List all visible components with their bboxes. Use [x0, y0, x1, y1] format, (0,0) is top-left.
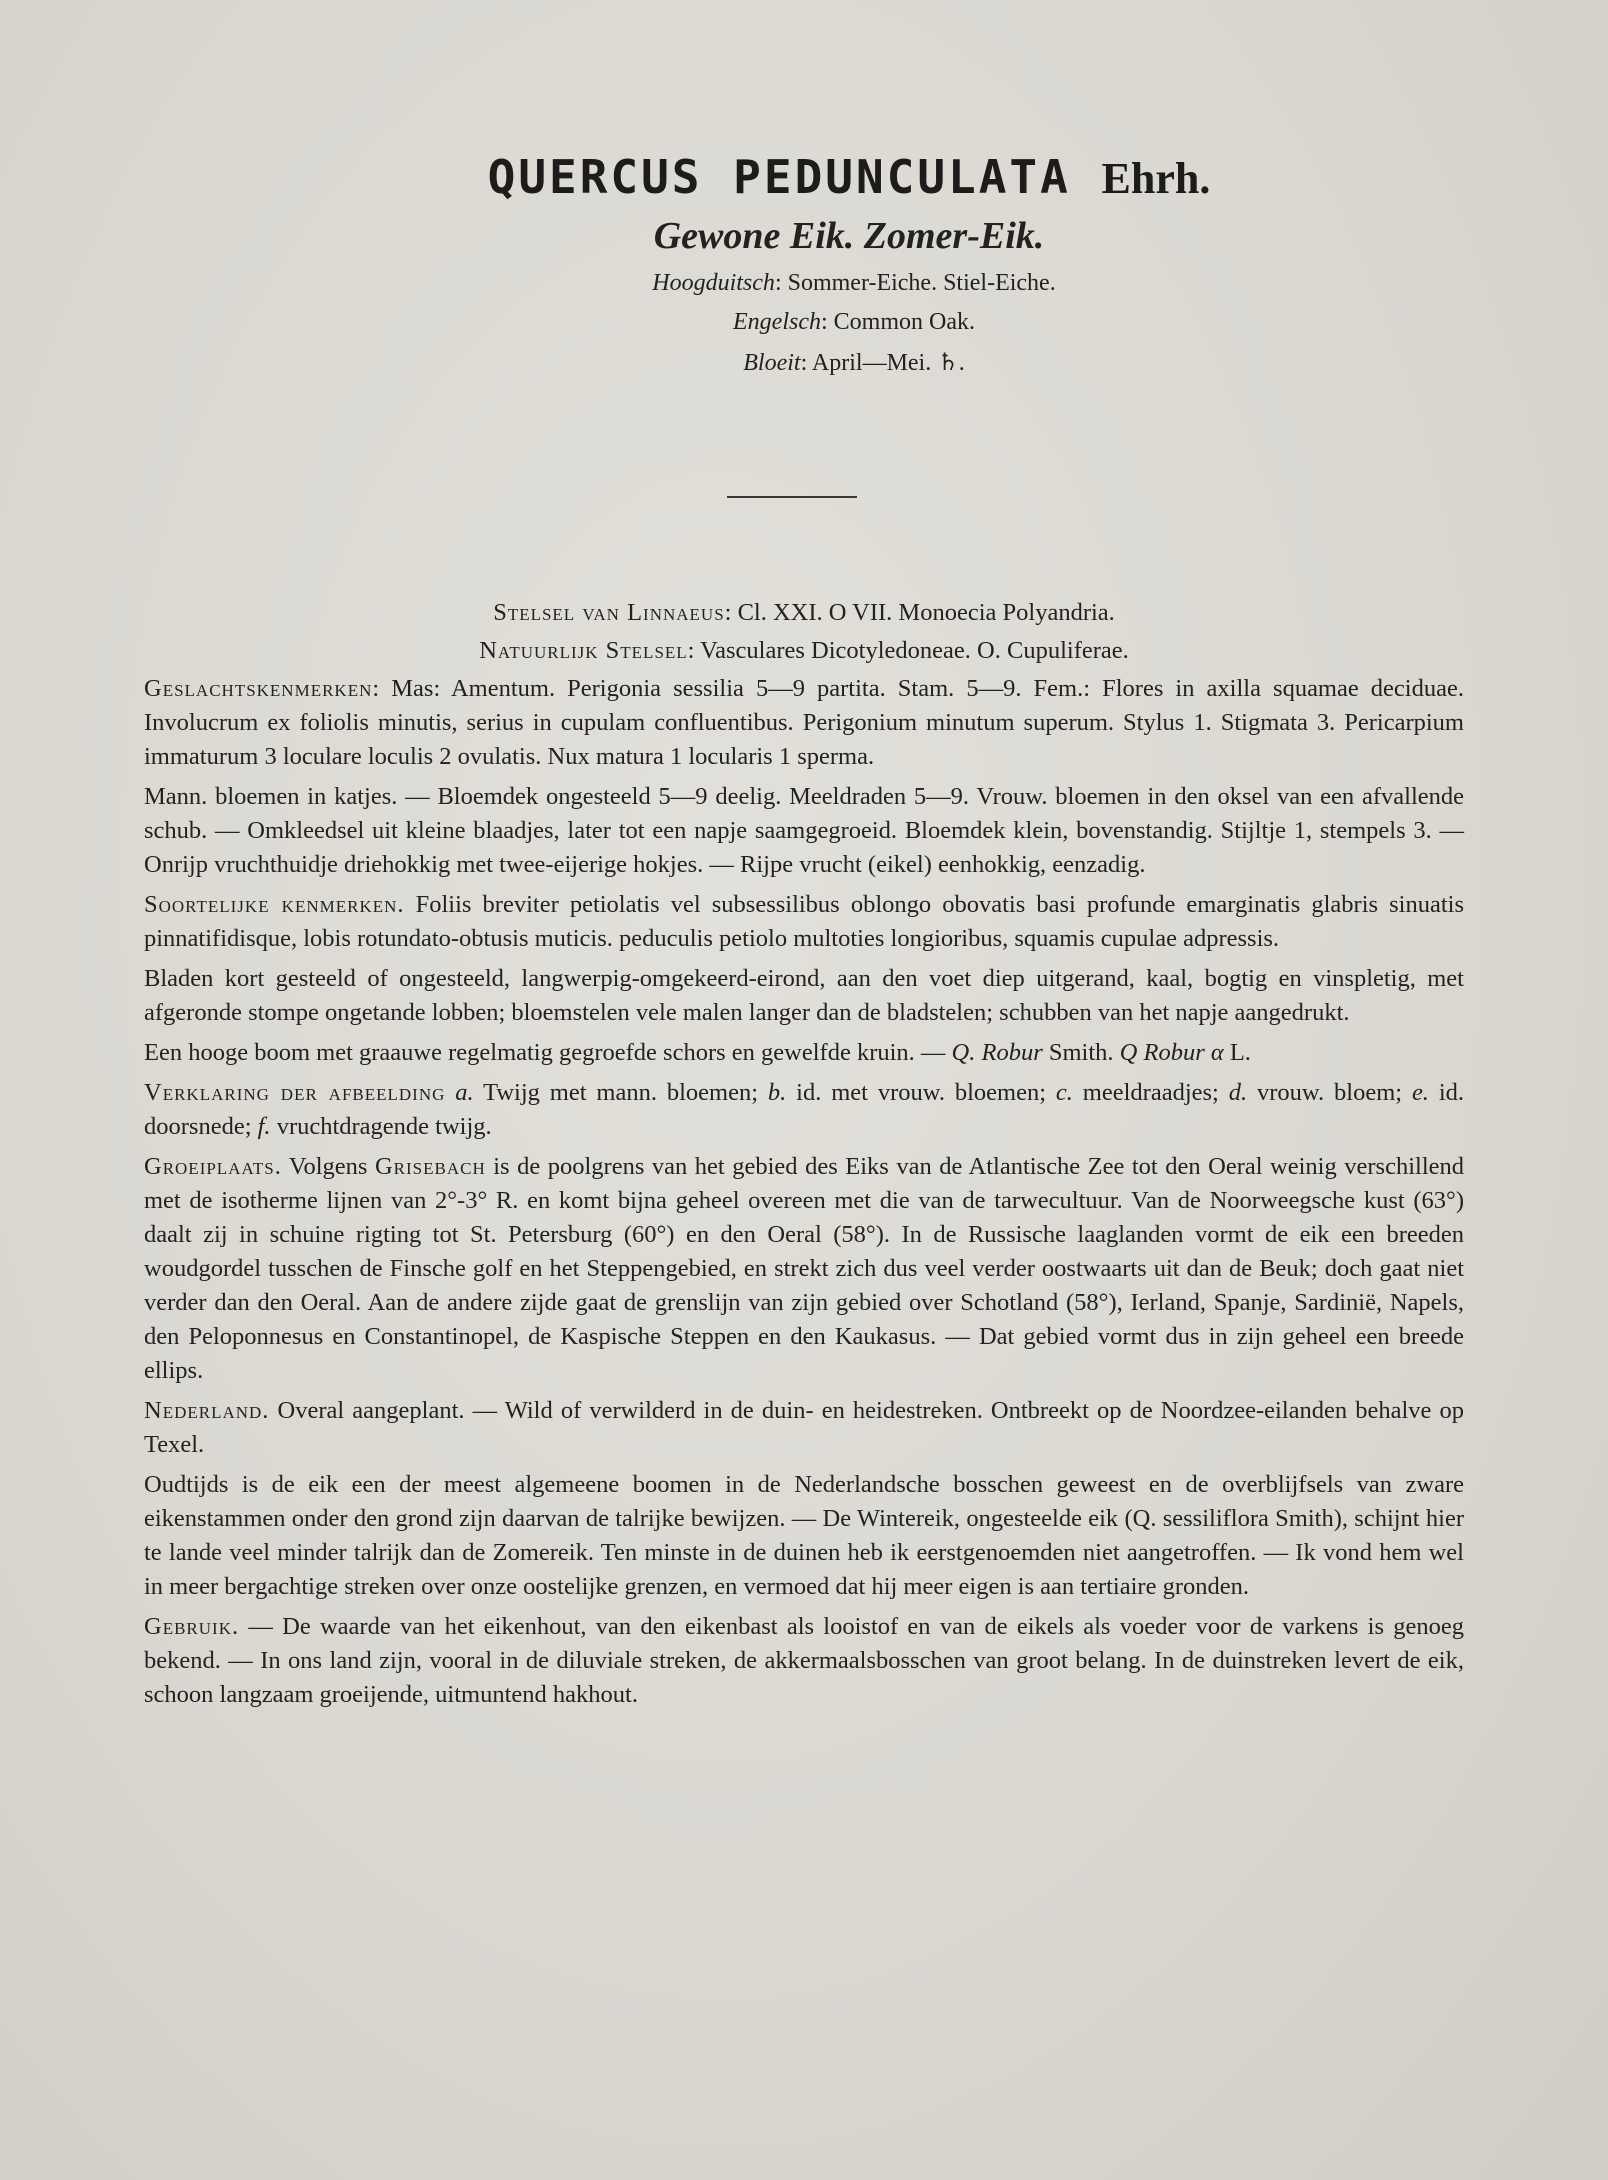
section-label: Verklaring der afbeelding — [144, 1079, 446, 1106]
section-text: Mas: Amentum. Perigonia sessilia 5—9 partita. Stam. 5—9. Fem.: Flores in axilla squamae deciduae. Involucrum ex foliolis minutis, serius in cupulam confluentibus. Perigonium minutum superum. Stylus 1. Stigmata 3. Pericarpium immaturum 3 loculare loculis 2 ovulatis. Nux matura 1 locularis 1 sperma. — [144, 675, 1464, 770]
figure-key: e. — [1411, 1079, 1429, 1106]
genus-characters-dutch: Mann. bloemen in katjes. — Bloemdek ongesteeld 5—9 deelig. Meeldraden 5—9. Vrouw. bloemen in den oksel van een afvallende schub. — Omkleedsel uit kleine blaadjes, later tot een napje saamgegroeid. Bloemdek klein, bovenstandig. Stijltje 1, stempels 3. — Onrijp vruchthuidje driehokkig met twee-eijerige hokjes. — Rijpe vrucht (eikel) eenhokkig, eenzadig. — [144, 783, 1464, 878]
habitat-paragraph — [144, 1150, 1464, 1388]
value: Common Oak. — [833, 309, 975, 335]
figure-text: id. doorsnede; — [144, 1079, 1465, 1140]
synonym: Q Robur α — [1119, 1039, 1224, 1066]
page-title — [90, 150, 1608, 204]
netherlands-paragraph — [144, 1394, 1464, 1462]
history-paragraph: Oudtijds is de eik een der meest algemeene boomen in de Nederlandsche bosschen geweest en de overblijfsels van zware eikenstammen onder den grond zijn daarvan de talrijke bewijzen. — De Wintereik, ongesteelde eik (Q. sessiliflora Smith), schijnt hier te lande veel minder talrijk dan de Zomereik. Ten minste in de duinen heb ik eerstgenoemden niet aangetroffen. — Ik vond hem wel in meer bergachtige streken over onze oostelijke grenzen, en vermoed dat hij meer eigen is aan tertiaire gronden. — [144, 1471, 1464, 1600]
common-name: Gewone Eik. Zomer-Eik. — [653, 215, 1045, 257]
tree-description — [144, 1036, 1464, 1070]
figure-key: d. — [1228, 1079, 1248, 1106]
figure-key: f. — [257, 1113, 271, 1140]
species-characters-latin — [144, 888, 1464, 956]
name-line-german: Hoogduitsch: Sommer-Eiche. Stiel-Eiche. — [652, 270, 1056, 296]
synonym-author: L. — [1223, 1039, 1251, 1066]
figure-key: b. — [767, 1079, 787, 1106]
section-label: Groeiplaats. — [144, 1153, 282, 1180]
figure-text: meeldraadjes; — [1072, 1079, 1229, 1106]
use-paragraph — [144, 1610, 1464, 1712]
section-text: Overal aangeplant. — Wild of verwilderd in de duin- en heidestreken. Ontbreekt op de Noordzee-eilanden behalve op Texel. — [144, 1397, 1465, 1458]
name-line-flowering: Bloeit: April—Mei. ♄. — [743, 350, 965, 376]
natural-system: Natuurlijk Stelsel: Vasculares Dicotyledoneae. O. Cupuliferae. — [479, 637, 1129, 664]
synonym: Q. Robur — [951, 1039, 1043, 1066]
species-name: QUERCUS PEDUNCULATA — [487, 150, 1071, 204]
section-label: Gebruik. — [144, 1613, 240, 1640]
section-label: Nederland. — [144, 1397, 270, 1424]
section-text: Cl. XXI. O VII. Monoecia Polyandria. — [737, 599, 1115, 626]
figure-text: vrouw. bloem; — [1247, 1079, 1412, 1106]
label: Engelsch — [733, 309, 821, 335]
tree-text: Een hooge boom met graauwe regelmatig gegroefde schors en gewelfde kruin. — — [144, 1039, 952, 1066]
section-text: — De waarde van het eikenhout, van den eikenbast als looistof en van de eikels als voeder voor de varkens is genoeg bekend. — In ons land zijn, vooral in de diluviale streken, de akkermaalsbosschen van groot belang. In de duinstreken levert de eik, schoon langzaam groeijende, uitmuntend hakhout. — [144, 1613, 1465, 1708]
figure-text: id. met vrouw. bloemen; — [786, 1079, 1056, 1106]
figure-key: a. — [455, 1079, 474, 1106]
name-line-english: Engelsch: Common Oak. — [733, 309, 975, 335]
section-label: Natuurlijk Stelsel — [479, 637, 688, 664]
section-text: Foliis breviter petiolatis vel subsessilibus oblongo obovatis basi profunde emarginatis glabris sinuatis pinnatifidisque, lobis rotundato-obtusis muticis. peduculis petiolo multoties longioribus, squamis cupulae adpressis. — [144, 891, 1465, 952]
value: Sommer-Eiche. Stiel-Eiche. — [787, 270, 1056, 296]
section-label: Stelsel van Linnaeus — [493, 599, 725, 626]
page-body — [144, 596, 1464, 1718]
author-name: Grisebach — [374, 1153, 486, 1180]
habitat-text: is de poolgrens van het gebied des Eiks van de Atlantische Zee tot den Oeral weinig verschillend met de isotherme lijnen van 2°-3° R. en komt bijna geheel overeen met die van de tarwecultuur. Van de Noorweegsche kust (63°) daalt zij in schuine rigting tot St. Petersburg (60°) en den Oeral (58°). In de Russische laaglanden vormt de eik een breeden woudgordel tusschen de Finsche golf en het Steppengebied, en strekt zich dus veel verder oostwaarts uit dan de Beuk; doch gaat niet verder dan den Oeral. Aan de andere zijde gaat de grenslijn van zijn gebied over Schotland (58°), Ierland, Spanje, Sardinië, Napels, den Peloponnesus en Constantinopel, de Kaspische Steppen en den Kaukasus. — Dat gebied vormt dus in zijn geheel een breede ellips. — [144, 1153, 1465, 1384]
figure-text: vruchtdragende twijg. — [270, 1113, 492, 1140]
species-author: Ehrh. — [1101, 154, 1211, 203]
section-label: Soortelijke kenmerken. — [144, 891, 405, 918]
page-header — [0, 150, 1608, 377]
section-label: Geslachtskenmerken — [144, 675, 373, 702]
habitat-pre: Volgens — [288, 1153, 375, 1180]
divider-rule — [727, 496, 857, 498]
synonym-author: Smith. — [1042, 1039, 1120, 1066]
label: Bloeit — [743, 350, 801, 376]
label: Hoogduitsch — [652, 270, 775, 296]
figure-explanation — [144, 1076, 1464, 1144]
linnaeus-system: Stelsel van Linnaeus: Cl. XXI. O VII. Monoecia Polyandria. — [493, 599, 1115, 626]
genus-characters-latin: Geslachtskenmerken: Mas: Amentum. Perigonia sessilia 5—9 partita. Stam. 5—9. Fem.: Flores in axilla squamae deciduae. Involucrum ex foliolis minutis, serius in cupulam confluentibus. Perigonium minutum superum. Stylus 1. Stigmata 3. Pericarpium immaturum 3 loculare loculis 2 ovulatis. Nux matura 1 locularis 1 sperma. — [144, 675, 1464, 770]
figure-text: Twijg met mann. bloemen; — [473, 1079, 768, 1106]
value: April—Mei. ♄. — [811, 350, 965, 376]
figure-key: c. — [1055, 1079, 1073, 1106]
section-text: Vasculares Dicotyledoneae. O. Cupuliferae. — [700, 637, 1129, 664]
species-characters-dutch: Bladen kort gesteeld of ongesteeld, langwerpig-omgekeerd-eirond, aan den voet diep uitgerand, kaal, bogtig en vinspletig, met afgeronde stompe ongetande lobben; bloemstelen vele malen langer dan de bladstelen; schubben van het napje aangedrukt. — [144, 965, 1464, 1026]
